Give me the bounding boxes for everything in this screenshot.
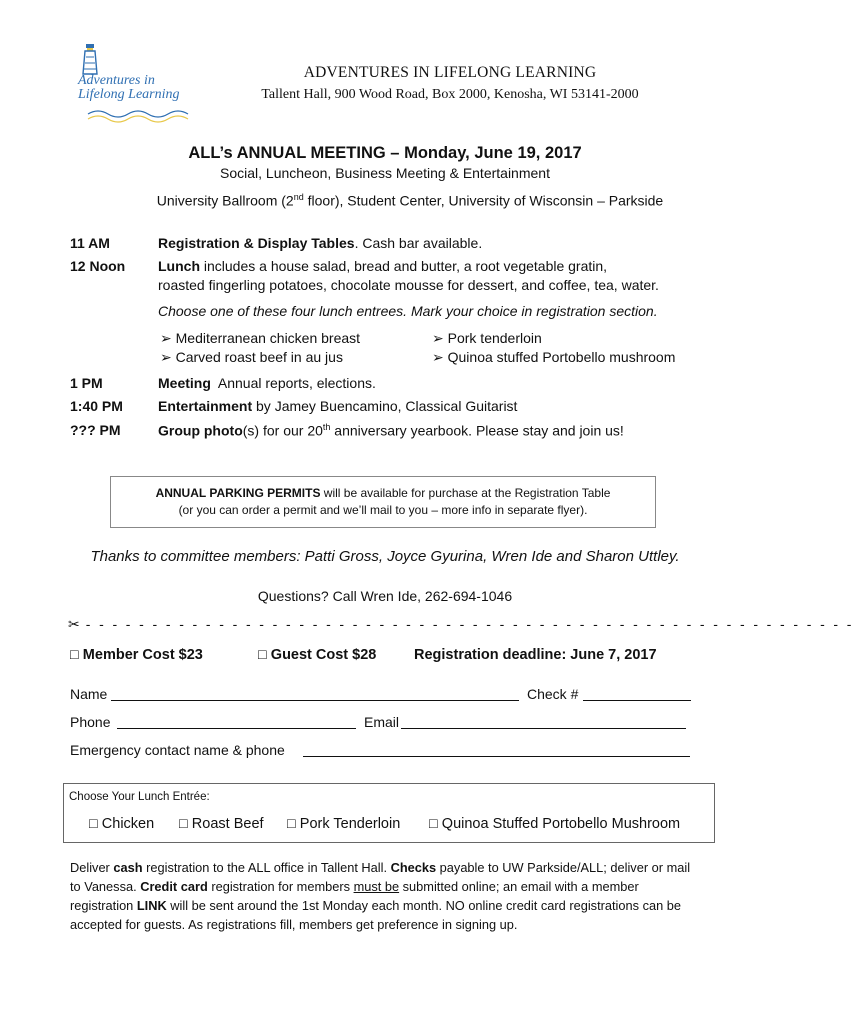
arrow-bullet-icon: ➢: [160, 330, 172, 346]
entree-option-chicken[interactable]: □ Chicken: [89, 816, 155, 832]
check-number-label: Check #: [527, 686, 579, 702]
schedule-item: Entertainment by Jamey Buencamino, Classical Guitarist: [158, 398, 518, 414]
entree-list-item: ➢ Carved roast beef in au jus: [160, 349, 343, 365]
schedule-item-continued: roasted fingerling potatoes, chocolate mousse for dessert, and coffee, tea, water.: [158, 277, 659, 293]
checkbox-icon: □: [179, 816, 188, 832]
email-label: Email: [364, 714, 400, 730]
entree-option-quinoa-mushroom[interactable]: □ Quinoa Stuffed Portobello Mushroom: [429, 816, 681, 832]
checkbox-icon: □: [70, 647, 79, 663]
checkbox-icon: □: [429, 816, 438, 832]
arrow-bullet-icon: ➢: [432, 349, 444, 365]
entree-selection-box: [63, 783, 715, 843]
entree-selection-title: Choose Your Lunch Entrée:: [69, 791, 210, 803]
cut-line: ✂ - - - - - - - - - - - - - - - - - - - - - - - - - - - - - - - - - - - - - - - - - - - - - - - - - - - - - - - - - -: [68, 616, 854, 632]
organization-logo: [72, 40, 187, 124]
checkbox-icon: □: [287, 816, 296, 832]
phone-label: Phone: [70, 714, 111, 730]
entree-list-item: ➢ Mediterranean chicken breast: [160, 330, 361, 346]
wave-icon: [86, 108, 196, 122]
organization-name: ADVENTURES IN LIFELONG LEARNING: [303, 64, 597, 81]
schedule-item: Meeting Annual reports, elections.: [158, 375, 376, 391]
emergency-contact-label: Emergency contact name & phone: [70, 742, 285, 758]
entree-instructions: Choose one of these four lunch entrees. Mark your choice in registration section.: [158, 303, 658, 319]
arrow-bullet-icon: ➢: [432, 330, 444, 346]
member-cost-checkbox[interactable]: □ Member Cost $23: [70, 647, 203, 663]
committee-thanks: Thanks to committee members: Patti Gross, Joyce Gyurina, Wren Ide and Sharon Uttley.: [90, 548, 680, 565]
email-field[interactable]: [401, 714, 686, 729]
meeting-title: ALL’s ANNUAL MEETING – Monday, June 19, 2017: [188, 144, 582, 162]
entree-list-item: ➢ Quinoa stuffed Portobello mushroom: [432, 349, 676, 365]
check-number-field[interactable]: [583, 686, 691, 701]
schedule-time: 1:40 PM: [70, 398, 123, 414]
name-label: Name: [70, 686, 108, 702]
questions-contact: Questions? Call Wren Ide, 262-694-1046: [257, 588, 513, 604]
scissors-icon: ✂: [68, 616, 80, 632]
checkbox-icon: □: [258, 647, 267, 663]
logo-wordmark: Adventures in Lifelong Learning: [78, 73, 180, 102]
meeting-location: University Ballroom (2nd floor), Student Center, University of Wisconsin – Parkside: [156, 192, 664, 209]
entree-option-roast-beef[interactable]: □ Roast Beef: [179, 816, 264, 832]
emergency-contact-field[interactable]: [303, 742, 690, 757]
registration-deadline: Registration deadline: June 7, 2017: [414, 647, 657, 663]
phone-field[interactable]: [117, 714, 356, 729]
entree-list-item: ➢ Pork tenderloin: [432, 330, 542, 346]
parking-notice: ANNUAL PARKING PERMITS will be available for purchase at the Registration Table (or you can order a permit and we’ll mail to you – more info in separate flyer).: [110, 476, 656, 528]
schedule-item: Group photo(s) for our 20th anniversary yearbook. Please stay and join us!: [158, 422, 624, 439]
schedule-time: 11 AM: [70, 235, 110, 251]
checkbox-icon: □: [89, 816, 98, 832]
schedule-time: ??? PM: [70, 422, 121, 438]
schedule-time: 1 PM: [70, 375, 103, 391]
entree-option-pork-tenderloin[interactable]: □ Pork Tenderloin: [287, 816, 401, 832]
schedule-time: 12 Noon: [70, 258, 126, 274]
guest-cost-checkbox[interactable]: □ Guest Cost $28: [258, 647, 377, 663]
organization-address: Tallent Hall, 900 Wood Road, Box 2000, Kenosha, WI 53141-2000: [261, 87, 639, 102]
name-field[interactable]: [111, 686, 519, 701]
meeting-subtitle: Social, Luncheon, Business Meeting & Entertainment: [220, 165, 550, 181]
schedule-item: Registration & Display Tables. Cash bar available.: [158, 235, 483, 251]
arrow-bullet-icon: ➢: [160, 349, 172, 365]
schedule-item: Lunch includes a house salad, bread and butter, a root vegetable gratin,: [158, 258, 608, 274]
payment-instructions: Deliver cash registration to the ALL office in Tallent Hall. Checks payable to UW Parkside/ALL; deliver or mail to Vanessa. Credit card registration for members must be submitted online; an email with a member registration LINK will be sent around the 1st Monday each month. NO online credit card registrations can be accepted for guests. As registrations fill, members get preference in signing up.: [70, 860, 691, 932]
